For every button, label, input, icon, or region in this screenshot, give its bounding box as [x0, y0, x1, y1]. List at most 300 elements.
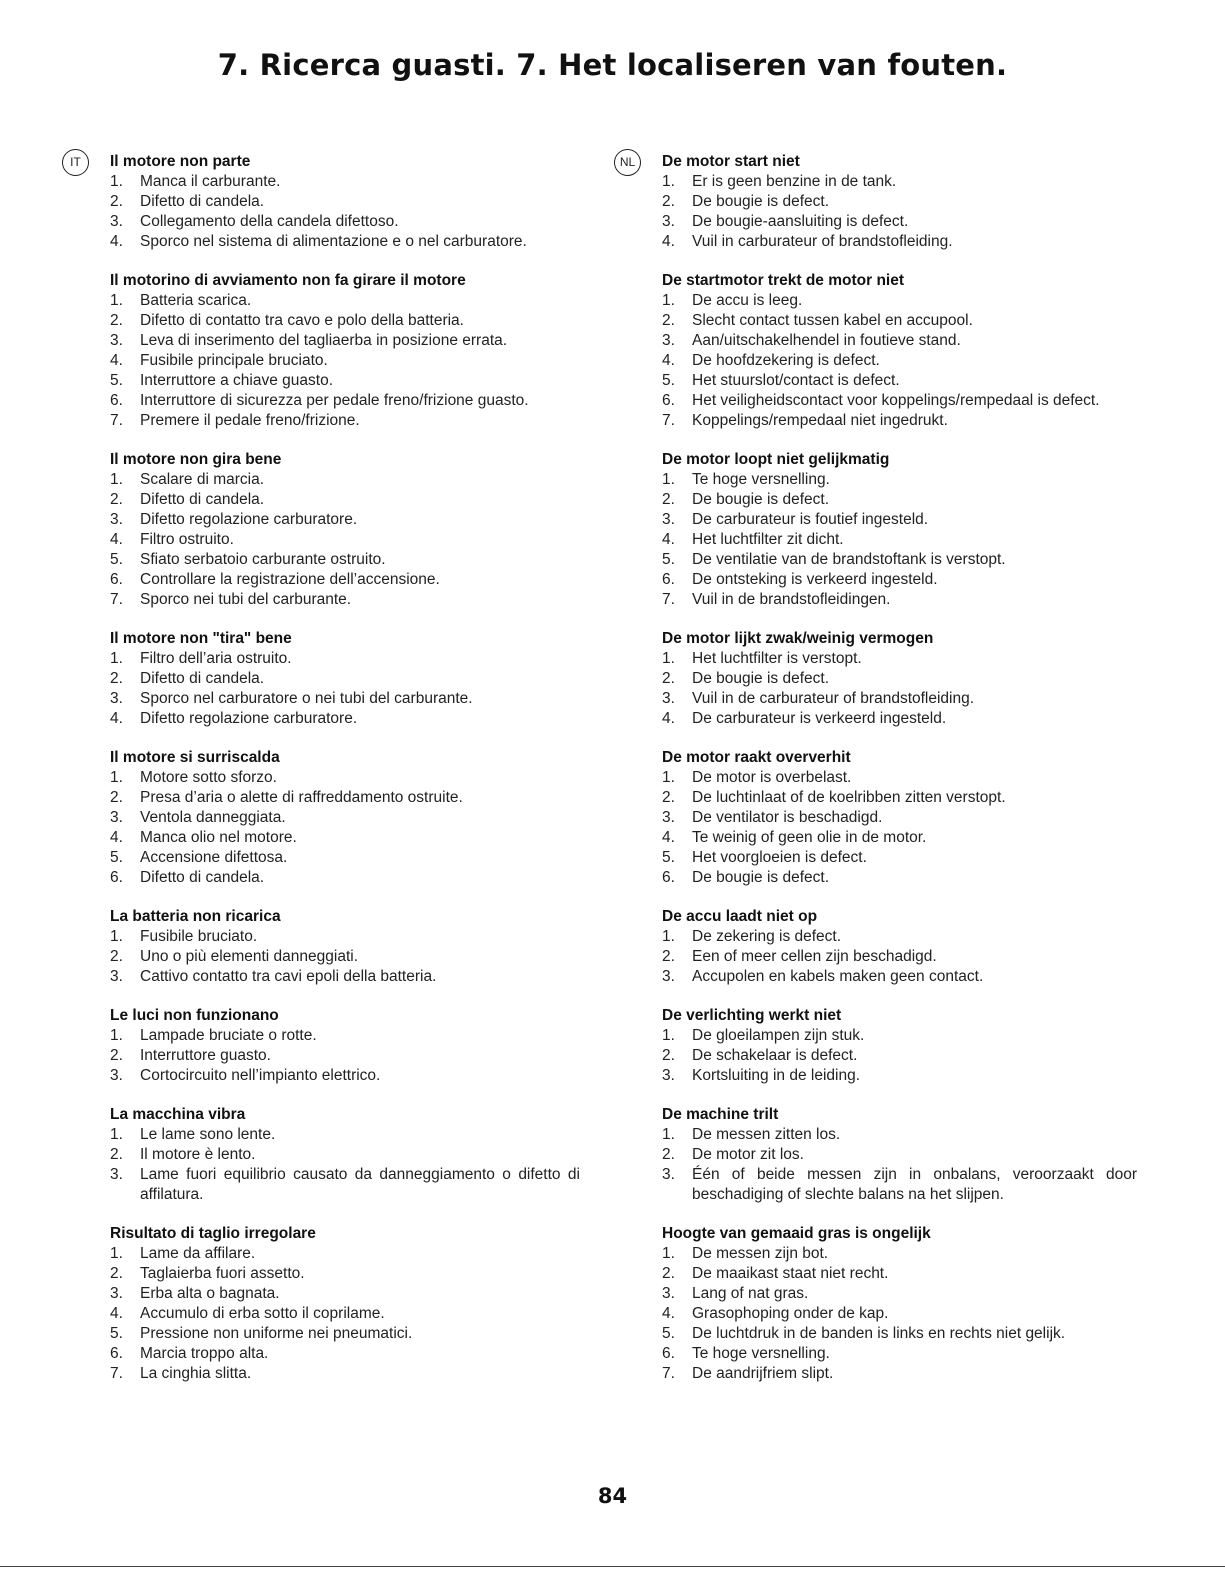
list-item	[662, 570, 1137, 590]
cause-list	[110, 927, 580, 987]
sections-it	[110, 152, 580, 1384]
item-text: De bougie is defect.	[692, 869, 830, 886]
list-item	[110, 510, 580, 530]
cause-list	[110, 172, 580, 252]
troubleshooting-section	[110, 1224, 580, 1384]
section-title: Il motore non gira bene	[110, 451, 282, 468]
item-number: 5.	[110, 551, 123, 568]
item-text: Slecht contact tussen kabel en accupool.	[692, 312, 973, 329]
item-number: 1.	[110, 1245, 123, 1262]
item-number: 1.	[662, 1245, 675, 1262]
page-title: 7. Ricerca guasti. 7. Het localiseren van fouten.	[217, 48, 1008, 82]
troubleshooting-section	[110, 152, 580, 252]
section-title: Il motore non "tira" bene	[110, 630, 292, 647]
item-text: Taglaierba fuori assetto.	[140, 1265, 305, 1282]
item-text: Koppelings/rempedaal niet ingedrukt.	[692, 412, 948, 429]
list-item	[110, 689, 580, 709]
list-item	[662, 331, 1137, 351]
list-item	[662, 828, 1137, 848]
item-text: Difetto di candela.	[140, 491, 265, 508]
list-item	[110, 1125, 580, 1145]
cause-list	[662, 649, 1137, 729]
item-text: Cortocircuito nell’impianto elettrico.	[140, 1067, 381, 1084]
list-item	[662, 808, 1137, 828]
item-text: Accumulo di erba sotto il coprilame.	[140, 1305, 385, 1322]
item-text: Het luchtfilter zit dicht.	[692, 531, 844, 548]
section-title: De machine trilt	[662, 1106, 779, 1123]
item-text: Lampade bruciate o rotte.	[140, 1027, 317, 1044]
item-number: 2.	[662, 948, 675, 965]
item-number: 3.	[662, 1166, 675, 1183]
language-badge-nl: NL	[614, 149, 641, 176]
item-number: 1.	[662, 471, 675, 488]
item-number: 6.	[662, 869, 675, 886]
cause-list	[110, 1026, 580, 1086]
list-item	[110, 1165, 580, 1205]
item-text: Lang of nat gras.	[692, 1285, 809, 1302]
troubleshooting-section	[110, 1105, 580, 1205]
list-item	[110, 1026, 580, 1046]
section-title: De motor loopt niet gelijkmatig	[662, 451, 890, 468]
item-number: 6.	[110, 392, 123, 409]
troubleshooting-section	[110, 748, 580, 888]
list-item	[662, 868, 1137, 888]
item-text: De gloeilampen zijn stuk.	[692, 1027, 865, 1044]
cause-list	[110, 768, 580, 888]
item-text: De carburateur is verkeerd ingesteld.	[692, 710, 947, 727]
item-number: 5.	[110, 1325, 123, 1342]
item-number: 3.	[662, 968, 675, 985]
item-text: De aandrijfriem slipt.	[692, 1365, 834, 1382]
list-item	[110, 1145, 580, 1165]
item-text: De luchtinlaat of de koelribben zitten verstopt.	[692, 789, 1006, 806]
cause-list	[662, 1244, 1137, 1384]
section-title: Hoogte van gemaaid gras is ongelijk	[662, 1225, 931, 1242]
list-item	[110, 371, 580, 391]
item-number: 3.	[662, 511, 675, 528]
item-text: Erba alta o bagnata.	[140, 1285, 280, 1302]
section-title: Il motorino di avviamento non fa girare il motore	[110, 272, 466, 289]
list-item	[662, 1344, 1137, 1364]
section-title: De verlichting werkt niet	[662, 1007, 842, 1024]
item-text: Ventola danneggiata.	[140, 809, 286, 826]
list-item	[110, 768, 580, 788]
item-number: 2.	[662, 1047, 675, 1064]
item-text: De accu is leeg.	[692, 292, 803, 309]
item-number: 2.	[110, 312, 123, 329]
list-item	[110, 590, 580, 610]
list-item	[662, 1364, 1137, 1384]
item-number: 3.	[110, 690, 123, 707]
troubleshooting-section	[110, 271, 580, 431]
list-item	[110, 232, 580, 252]
list-item	[110, 490, 580, 510]
list-item	[110, 550, 580, 570]
list-item	[110, 1046, 580, 1066]
list-item	[110, 311, 580, 331]
list-item	[662, 1125, 1137, 1145]
item-number: 4.	[662, 352, 675, 369]
item-number: 1.	[662, 1027, 675, 1044]
item-text: De messen zijn bot.	[692, 1245, 829, 1262]
list-item	[662, 947, 1137, 967]
section-title: De startmotor trekt de motor niet	[662, 272, 905, 289]
item-text: Marcia troppo alta.	[140, 1345, 269, 1362]
list-item	[662, 391, 1137, 411]
item-number: 4.	[110, 531, 123, 548]
item-number: 2.	[662, 670, 675, 687]
item-number: 4.	[662, 1305, 675, 1322]
section-title: La macchina vibra	[110, 1106, 246, 1123]
item-number: 1.	[110, 173, 123, 190]
item-text: Difetto di candela.	[140, 869, 265, 886]
item-text: De motor is overbelast.	[692, 769, 852, 786]
section-title: De motor raakt oververhit	[662, 749, 851, 766]
list-item	[110, 868, 580, 888]
item-number: 3.	[110, 809, 123, 826]
item-number: 4.	[110, 829, 123, 846]
troubleshooting-section	[662, 271, 1137, 431]
item-number: 3.	[662, 332, 675, 349]
item-text: Het stuurslot/contact is defect.	[692, 372, 900, 389]
section-title: De motor lijkt zwak/weinig vermogen	[662, 630, 934, 647]
item-text: Filtro dell’aria ostruito.	[140, 650, 292, 667]
item-text: Te hoge versnelling.	[692, 471, 830, 488]
column-it	[70, 152, 580, 1403]
item-text: Sporco nel carburatore o nei tubi del carburante.	[140, 690, 473, 707]
list-item	[110, 530, 580, 550]
item-text: De bougie is defect.	[692, 670, 830, 687]
list-item	[110, 351, 580, 371]
item-number: 1.	[110, 1027, 123, 1044]
item-number: 1.	[110, 471, 123, 488]
item-text: Één of beide messen zijn in onbalans, veroorzaakt door beschadiging of slechte balans na het slijpen.	[692, 1166, 1137, 1203]
item-text: Accupolen en kabels maken geen contact.	[692, 968, 984, 985]
item-text: Te hoge versnelling.	[692, 1345, 830, 1362]
item-text: Filtro ostruito.	[140, 531, 234, 548]
item-number: 7.	[110, 591, 123, 608]
list-item	[662, 1046, 1137, 1066]
item-text: Lame da affilare.	[140, 1245, 256, 1262]
item-number: 5.	[110, 849, 123, 866]
cause-list	[662, 927, 1137, 987]
item-text: Accensione difettosa.	[140, 849, 288, 866]
item-number: 6.	[662, 571, 675, 588]
cause-list	[110, 1244, 580, 1384]
item-number: 2.	[662, 193, 675, 210]
list-item	[110, 1364, 580, 1384]
list-item	[662, 172, 1137, 192]
item-number: 3.	[110, 511, 123, 528]
list-item	[110, 411, 580, 431]
cause-list	[110, 1125, 580, 1205]
item-text: De motor zit los.	[692, 1146, 804, 1163]
item-text: De hoofdzekering is defect.	[692, 352, 880, 369]
item-number: 3.	[662, 690, 675, 707]
list-item	[110, 192, 580, 212]
list-item	[662, 490, 1137, 510]
section-title: Il motore si surriscalda	[110, 749, 280, 766]
item-text: Lame fuori equilibrio causato da danneggiamento o difetto di affilatura.	[140, 1166, 580, 1203]
list-item	[662, 848, 1137, 868]
item-number: 4.	[110, 1305, 123, 1322]
list-item	[662, 1244, 1137, 1264]
item-number: 3.	[110, 332, 123, 349]
item-text: Difetto regolazione carburatore.	[140, 511, 358, 528]
list-item	[662, 1145, 1137, 1165]
section-title: Le luci non funzionano	[110, 1007, 279, 1024]
list-item	[662, 371, 1137, 391]
item-text: De ventilator is beschadigd.	[692, 809, 883, 826]
item-text: Te weinig of geen olie in de motor.	[692, 829, 927, 846]
item-text: De zekering is defect.	[692, 928, 842, 945]
list-item	[662, 192, 1137, 212]
item-text: Vuil in carburateur of brandstofleiding.	[692, 233, 953, 250]
item-text: Manca olio nel motore.	[140, 829, 297, 846]
list-item	[110, 391, 580, 411]
item-text: Grasophoping onder de kap.	[692, 1305, 889, 1322]
cause-list	[110, 291, 580, 431]
item-number: 2.	[110, 670, 123, 687]
item-number: 3.	[662, 1067, 675, 1084]
item-text: De schakelaar is defect.	[692, 1047, 858, 1064]
troubleshooting-section	[662, 907, 1137, 987]
troubleshooting-section	[662, 1006, 1137, 1086]
item-text: Batteria scarica.	[140, 292, 252, 309]
item-text: Het veiligheidscontact voor koppelings/rempedaal is defect.	[692, 392, 1100, 409]
item-text: Kortsluiting in de leiding.	[692, 1067, 861, 1084]
list-item	[110, 470, 580, 490]
cause-list	[662, 768, 1137, 888]
list-item	[662, 709, 1137, 729]
list-item	[662, 1324, 1137, 1344]
section-title: Il motore non parte	[110, 153, 251, 170]
item-number: 1.	[110, 292, 123, 309]
item-text: Cattivo contatto tra cavi epoli della batteria.	[140, 968, 437, 985]
item-number: 6.	[110, 869, 123, 886]
list-item	[110, 967, 580, 987]
item-number: 2.	[110, 1146, 123, 1163]
item-number: 2.	[110, 193, 123, 210]
cause-list	[110, 649, 580, 729]
bottom-rule	[0, 1566, 1225, 1567]
item-number: 3.	[110, 213, 123, 230]
item-text: Een of meer cellen zijn beschadigd.	[692, 948, 937, 965]
list-item	[662, 510, 1137, 530]
item-number: 5.	[662, 849, 675, 866]
item-text: Vuil in de carburateur of brandstofleiding.	[692, 690, 975, 707]
item-number: 4.	[110, 710, 123, 727]
item-number: 5.	[662, 372, 675, 389]
item-text: Leva di inserimento del tagliaerba in posizione errata.	[140, 332, 508, 349]
cause-list	[662, 1026, 1137, 1086]
language-badge-it: IT	[62, 149, 89, 176]
list-item	[110, 1244, 580, 1264]
item-text: De bougie-aansluiting is defect.	[692, 213, 909, 230]
item-text: De ontsteking is verkeerd ingesteld.	[692, 571, 938, 588]
list-item	[662, 1304, 1137, 1324]
item-number: 2.	[110, 1047, 123, 1064]
item-number: 5.	[662, 1325, 675, 1342]
item-number: 2.	[110, 948, 123, 965]
list-item	[662, 530, 1137, 550]
troubleshooting-section	[110, 450, 580, 610]
list-item	[662, 590, 1137, 610]
list-item	[662, 470, 1137, 490]
item-number: 3.	[110, 1067, 123, 1084]
item-text: La cinghia slitta.	[140, 1365, 252, 1382]
item-text: Difetto di contatto tra cavo e polo della batteria.	[140, 312, 464, 329]
item-text: De messen zitten los.	[692, 1126, 841, 1143]
list-item	[110, 848, 580, 868]
item-text: Le lame sono lente.	[140, 1126, 276, 1143]
list-item	[662, 351, 1137, 371]
section-title: De motor start niet	[662, 153, 800, 170]
item-number: 1.	[662, 928, 675, 945]
list-item	[110, 1264, 580, 1284]
item-text: Sporco nei tubi del carburante.	[140, 591, 352, 608]
list-item	[662, 291, 1137, 311]
cause-list	[662, 470, 1137, 610]
item-text: Fusibile bruciato.	[140, 928, 258, 945]
cause-list	[662, 1125, 1137, 1205]
item-text: Het voorgloeien is defect.	[692, 849, 867, 866]
list-item	[662, 411, 1137, 431]
item-number: 2.	[662, 1265, 675, 1282]
item-text: De bougie is defect.	[692, 491, 830, 508]
item-text: Uno o più elementi danneggiati.	[140, 948, 359, 965]
item-text: Aan/uitschakelhendel in foutieve stand.	[692, 332, 961, 349]
troubleshooting-section	[110, 629, 580, 729]
item-number: 3.	[662, 213, 675, 230]
item-text: Fusibile principale bruciato.	[140, 352, 328, 369]
list-item	[662, 311, 1137, 331]
item-text: De maaikast staat niet recht.	[692, 1265, 889, 1282]
item-number: 6.	[110, 1345, 123, 1362]
list-item	[110, 1304, 580, 1324]
item-text: Collegamento della candela difettoso.	[140, 213, 399, 230]
list-item	[110, 808, 580, 828]
list-item	[110, 1284, 580, 1304]
item-number: 2.	[110, 1265, 123, 1282]
list-item	[662, 1165, 1137, 1205]
item-number: 5.	[110, 372, 123, 389]
item-number: 6.	[662, 1345, 675, 1362]
item-text: Difetto regolazione carburatore.	[140, 710, 358, 727]
list-item	[662, 689, 1137, 709]
item-number: 3.	[662, 1285, 675, 1302]
item-number: 5.	[662, 551, 675, 568]
item-number: 4.	[662, 531, 675, 548]
list-item	[662, 1026, 1137, 1046]
item-number: 1.	[110, 769, 123, 786]
list-item	[110, 1066, 580, 1086]
list-item	[110, 291, 580, 311]
list-item	[662, 232, 1137, 252]
item-text: Vuil in de brandstofleidingen.	[692, 591, 891, 608]
troubleshooting-section	[662, 629, 1137, 729]
list-item	[662, 1066, 1137, 1086]
item-number: 2.	[662, 312, 675, 329]
item-number: 2.	[662, 491, 675, 508]
item-text: Interruttore di sicurezza per pedale freno/frizione guasto.	[140, 392, 529, 409]
item-number: 7.	[662, 1365, 675, 1382]
list-item	[110, 947, 580, 967]
troubleshooting-section	[662, 748, 1137, 888]
list-item	[110, 669, 580, 689]
item-text: Motore sotto sforzo.	[140, 769, 277, 786]
item-number: 6.	[110, 571, 123, 588]
item-number: 7.	[662, 591, 675, 608]
list-item	[662, 927, 1137, 947]
cause-list	[662, 291, 1137, 431]
item-number: 2.	[110, 789, 123, 806]
list-item	[662, 212, 1137, 232]
item-text: De carburateur is foutief ingesteld.	[692, 511, 929, 528]
list-item	[110, 172, 580, 192]
troubleshooting-section	[662, 1105, 1137, 1205]
item-number: 1.	[662, 1126, 675, 1143]
section-title: La batteria non ricarica	[110, 908, 281, 925]
list-item	[110, 788, 580, 808]
list-item	[662, 768, 1137, 788]
item-text: Interruttore guasto.	[140, 1047, 271, 1064]
troubleshooting-section	[662, 1224, 1137, 1384]
item-text: Het luchtfilter is verstopt.	[692, 650, 862, 667]
list-item	[662, 967, 1137, 987]
item-number: 1.	[662, 173, 675, 190]
item-text: Sfiato serbatoio carburante ostruito.	[140, 551, 386, 568]
list-item	[110, 1344, 580, 1364]
list-item	[110, 828, 580, 848]
item-text: Er is geen benzine in de tank.	[692, 173, 897, 190]
item-number: 4.	[662, 829, 675, 846]
troubleshooting-section	[110, 907, 580, 987]
list-item	[110, 927, 580, 947]
item-number: 1.	[110, 1126, 123, 1143]
list-item	[110, 570, 580, 590]
item-number: 3.	[110, 1166, 123, 1183]
list-item	[662, 1264, 1137, 1284]
item-number: 1.	[662, 292, 675, 309]
list-item	[662, 649, 1137, 669]
item-number: 1.	[110, 928, 123, 945]
item-text: Scalare di marcia.	[140, 471, 265, 488]
item-text: Manca il carburante.	[140, 173, 281, 190]
section-title: De accu laadt niet op	[662, 908, 818, 925]
list-item	[110, 212, 580, 232]
list-item	[662, 788, 1137, 808]
item-number: 4.	[110, 233, 123, 250]
item-text: De luchtdruk in de banden is links en rechts niet gelijk.	[692, 1325, 1066, 1342]
item-text: Presa d’aria o alette di raffreddamento ostruite.	[140, 789, 463, 806]
list-item	[110, 709, 580, 729]
item-text: Pressione non uniforme nei pneumatici.	[140, 1325, 413, 1342]
item-number: 3.	[110, 1285, 123, 1302]
sections-nl	[662, 152, 1137, 1384]
item-number: 7.	[110, 1365, 123, 1382]
item-number: 4.	[662, 710, 675, 727]
column-nl	[619, 152, 1137, 1403]
item-number: 3.	[662, 809, 675, 826]
item-text: Premere il pedale freno/frizione.	[140, 412, 360, 429]
item-text: Sporco nel sistema di alimentazione e o nel carburatore.	[140, 233, 527, 250]
item-number: 1.	[662, 650, 675, 667]
item-number: 2.	[662, 1146, 675, 1163]
list-item	[110, 331, 580, 351]
list-item	[662, 1284, 1137, 1304]
cause-list	[110, 470, 580, 610]
